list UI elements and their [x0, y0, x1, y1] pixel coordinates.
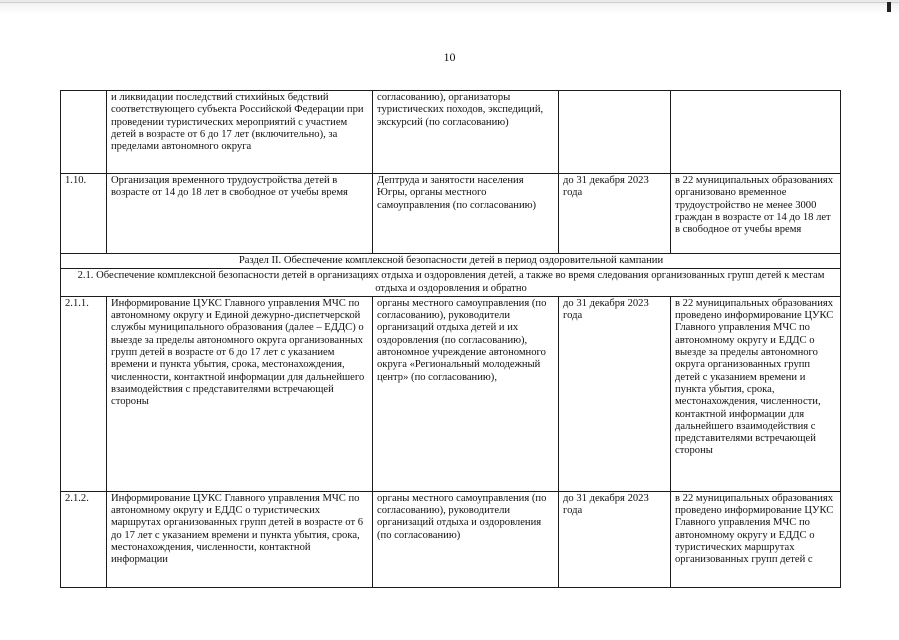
section-heading-row: [61, 254, 841, 269]
subsection-heading-row: [61, 269, 841, 297]
responsible-cell: органы местного самоуправления (по согласованию), руководители организаций отдыха детей и их оздоровления (по согласованию), автономное учреждение автономного округа «Региональный молодежный центр» (по согласованию),: [373, 296, 559, 491]
responsible-cell: органы местного самоуправления (по согласованию), руководители организаций отдыха и оздоровления (по согласованию): [373, 491, 559, 587]
activity-cell: и ликвидации последствий стихийных бедствий соответствующего субъекта Российской Федерации при проведении туристических мероприятий с участием детей в возрасте от 6 до 17 лет (включительно), за пределами автономного округа: [107, 91, 373, 174]
row-number: 2.1.2.: [61, 491, 107, 587]
row-number: 1.10.: [61, 174, 107, 254]
row-number: [61, 91, 107, 174]
result-cell: в 22 муниципальных образованиях проведено информирование ЦУКС Главного управления МЧС по автономному округу и ЕДДС о туристических маршрутах организованных групп детей с: [671, 491, 841, 587]
deadline-cell: до 31 декабря 2023 года: [559, 174, 671, 254]
scan-corner-mark: [887, 2, 891, 12]
section-heading: Раздел II. Обеспечение комплексной безопасности детей в период оздоровительной кампании: [61, 254, 841, 269]
table-row-continuation: [61, 91, 841, 174]
table-row-2-1-2: [61, 491, 841, 587]
deadline-cell: до 31 декабря 2023 года: [559, 296, 671, 491]
activity-cell: Организация временного трудоустройства детей в возрасте от 14 до 18 лет в свободное от учебы время: [107, 174, 373, 254]
page-number: 10: [443, 50, 456, 64]
row-number: 2.1.1.: [61, 296, 107, 491]
activity-cell: Информирование ЦУКС Главного управления МЧС по автономному округу и Единой дежурно-диспетчерской службы муниципального образования (далее – ЕДДС) о выезде за пределы автономного округа организованных групп детей в возрасте от 6 до 17 лет с указанием времени и пункта убытия, срока, местонахождения, численности, контактной информации для дальнейшего взаимодействия с представителями встречающей стороны: [107, 296, 373, 491]
result-cell: в 22 муниципальных образованиях проведено информирование ЦУКС Главного управления МЧС по автономному округу и ЕДДС о выезде за пределы автономного округа организованных групп детей с указанием времени и пункта убытия, срока, местонахождения, численности, контактной информации для дальнейшего взаимодействия с представителями встречающей стороны: [671, 296, 841, 491]
subsection-heading: 2.1. Обеспечение комплексной безопасности детей в организациях отдыха и оздоровления детей, а также во время следования организованных групп детей к местам отдыха и оздоровления и обратно: [61, 269, 841, 297]
deadline-cell: до 31 декабря 2023 года: [559, 491, 671, 587]
result-cell: [671, 91, 841, 174]
responsible-cell: Дептруда и занятости населения Югры, органы местного самоуправления (по согласованию): [373, 174, 559, 254]
activity-cell: Информирование ЦУКС Главного управления МЧС по автономному округу и ЕДДС о туристических маршрутах организованных групп детей в возрасте от 6 до 17 лет с указанием времени и пункта убытия, срока, местонахождения, численности, контактной информации: [107, 491, 373, 587]
table-row-2-1-1: [61, 296, 841, 491]
plan-table: [60, 90, 841, 588]
scan-edge-line: [0, 2, 899, 3]
table-row-1-10: [61, 174, 841, 254]
deadline-cell: [559, 91, 671, 174]
responsible-cell: согласованию), организаторы туристических походов, экспедиций, экскурсий (по согласованию): [373, 91, 559, 174]
result-cell: в 22 муниципальных образованиях организовано временное трудоустройство не менее 3000 граждан в возрасте от 14 до 18 лет в свободное от учебы время: [671, 174, 841, 254]
